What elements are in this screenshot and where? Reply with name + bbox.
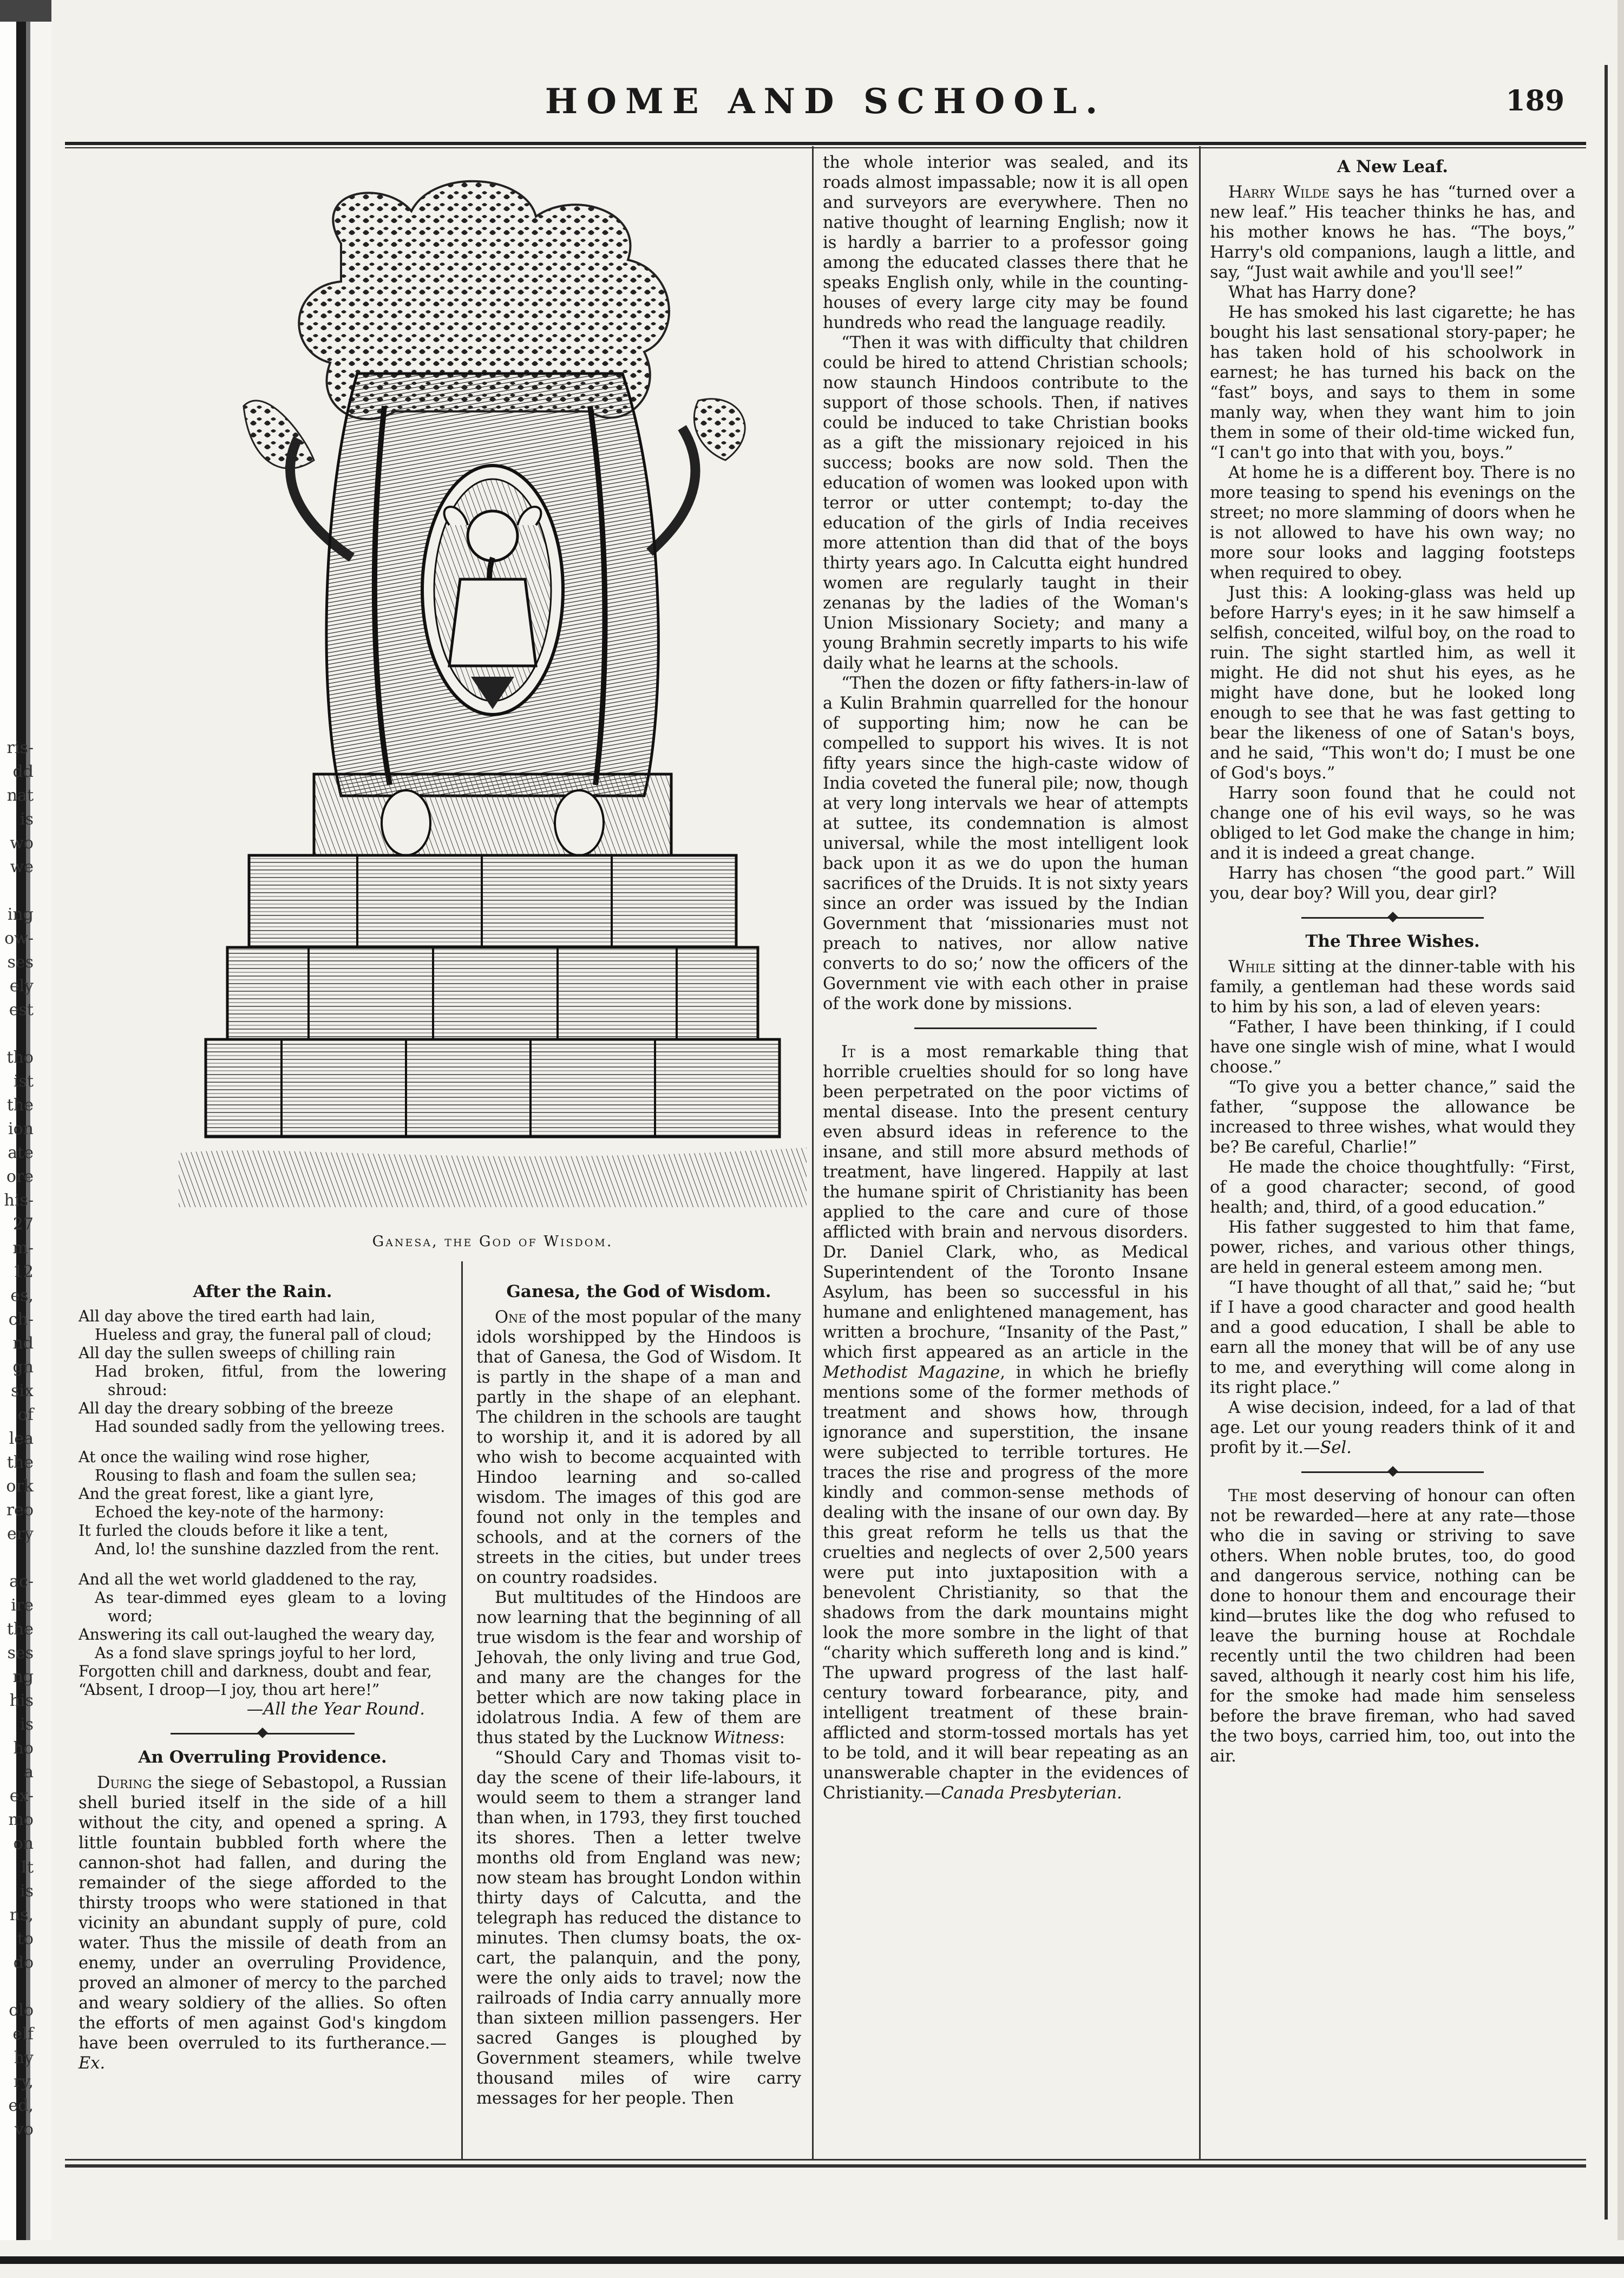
poem-line: Hueless and gray, the funeral pall of cloud; <box>95 1326 432 1344</box>
column-one <box>78 1278 447 2073</box>
bleed-fragment: of <box>17 1405 34 1424</box>
new-leaf-title: A New Leaf. <box>1337 157 1448 176</box>
section-divider <box>1210 909 1575 926</box>
bleed-fragment: nd <box>12 1334 34 1353</box>
new-leaf-p7: Harry has chosen “the good part.” Will you, dear boy? Will you, dear girl? <box>1210 864 1575 903</box>
poem-line: All day the dreary sobbing of the breeze <box>78 1399 394 1417</box>
bleed-fragment: nat <box>6 786 34 805</box>
previous-page-bleed <box>0 736 34 2139</box>
after-rain-source: —All the Year Round. <box>246 1700 425 1719</box>
bleed-fragment: ses <box>7 1644 34 1662</box>
right-border-rule <box>1605 65 1608 2220</box>
header-rule <box>65 142 1586 145</box>
bleed-fragment: ing <box>7 905 34 924</box>
new-leaf-p4: At home he is a different boy. There is no more teasing to spend his evenings on the street; no more slamming of doors when he is not allowed to have his own way; no more sour looks and lagging footsteps when required to obey. <box>1210 463 1575 582</box>
new-leaf-p1: Harry Wilde says he has “turned over a new leaf.” His teacher thinks he has, and his mother knows he has. “The boys,” Harry's old companions, laugh a little, and say, “Just wait awhile and you'll see!” <box>1210 183 1575 282</box>
bleed-fragment: six <box>11 1382 34 1400</box>
bleed-fragment: lea <box>9 1429 34 1448</box>
poem-line: And all the wet world gladdened to the ray, <box>78 1570 417 1588</box>
bleed-fragment: It <box>21 1858 34 1877</box>
column-three <box>823 153 1188 1803</box>
bleed-fragment: is <box>20 1715 34 1734</box>
bleed-fragment: ses <box>7 953 34 972</box>
bleed-fragment: ery <box>6 1524 34 1543</box>
three-wishes-p2: “Father, I have been thinking, if I could have one single wish of mine, what I would choose.” <box>1210 1018 1575 1077</box>
ganesa-title: Ganesa, the God of Wisdom. <box>506 1282 771 1301</box>
bleed-fragment: the <box>6 1453 34 1472</box>
three-wishes-p5: His father suggested to him that fame, power, riches, and various other things, are held in general esteem among men. <box>1210 1218 1575 1277</box>
ganesa-engraving <box>179 179 807 1223</box>
overruling-title: An Overruling Providence. <box>138 1747 387 1767</box>
bleed-fragment: ch- <box>8 1310 34 1329</box>
poem-line: Answering its call out-laughed the weary day, <box>78 1626 435 1644</box>
bleed-fragment: mo <box>8 1810 34 1829</box>
bleed-fragment: 27 <box>12 1215 34 1234</box>
bleed-fragment: his <box>9 1691 34 1710</box>
bleed-fragment: elf <box>12 2025 34 2044</box>
poem-line: At once the wailing wind rose higher, <box>78 1448 371 1466</box>
bleed-fragment <box>0 1975 34 1999</box>
bleed-fragment: to <box>17 1929 34 1948</box>
bleed-fragment: we <box>10 857 34 876</box>
stanza-break <box>78 1559 447 1570</box>
new-leaf-p6: Harry soon found that he could not change one of his evil ways, so he was obliged to let God make the change in him; and it is indeed a great change. <box>1210 784 1575 863</box>
bleed-fragment <box>0 879 34 903</box>
three-wishes-p6: “I have thought of all that,” said he; “but if I have a good character and good health and a good education, I shall be able to earn all the money that will be of any use to me, and everything will come along in its right place.” <box>1210 1278 1575 1397</box>
bleed-fragment: do <box>13 1953 34 1972</box>
overruling-body: During the siege of Sebastopol, a Russian shell buried itself in the side of a hill without the city, and opened a spring. A little fountain bubbled forth where the cannon-shot had fallen, and during the remainder of the siege afforded to the thirsty troops who were stationed in that vicinity an abundant supply of pure, cold water. Thus the missile of death from an enemy, under an overruling Providence, proved an almoner of mercy to the parched and weary soldiery of the allies. So often the efforts of men against God's kingdom have been overruled to its furtherance.—Ex. <box>78 1773 447 2073</box>
bleed-fragment: ho <box>13 1739 34 1758</box>
binding-shadow <box>0 0 51 22</box>
right-page-edge <box>1618 0 1624 2278</box>
poem-line: Forgotten chill and darkness, doubt and fear, <box>78 1662 432 1680</box>
bleed-fragment: wo <box>10 834 34 853</box>
bleed-fragment: ac- <box>9 1572 34 1591</box>
poem-line: Had broken, fitful, from the lowering shroud: <box>95 1363 447 1399</box>
header-title: HOME AND SCHOOL. <box>545 81 1106 122</box>
poem-line: Rousing to flash and foam the sullen sea; <box>95 1467 417 1484</box>
bleed-fragment: on <box>13 1834 34 1853</box>
column-four <box>1210 153 1575 1766</box>
ganesa-p1: One of the most popular of the many idols worshipped by the Hindoos is that of Ganesa, the God of Wisdom. It is partly in the shape of a man and partly in the shape of an elephant. The children in the schools are taught to worship it, and it is adored by all who wish to become acquainted with Hindoo learning and so-called wisdom. The images of this god are found not only in the temples and schools, and at the corners of the streets in the cities, but under trees on country roadsides. <box>476 1308 801 1587</box>
ganesa-p6: “Then the dozen or fifty fathers-in-law of a Kulin Brahmin quarrelled for the honour of supporting him; now he can be compelled to support his wives. It is not fifty years since the high-caste widow of India coveted the funeral pile; now, though at very long intervals we hear of attempts at suttee, its condemnation is almost universal, while the most intelligent look back upon it as we do upon the human sacrifices of the Druids. It is not sixty years since an order was issued by the Indian Government that ‘missionaries must not preach to natives, nor allow native converts to do so;’ now the officers of the Government vie with each other in praise of the work done by missions. <box>823 674 1188 1013</box>
bleed-fragment <box>0 1546 34 1570</box>
bleed-fragment: olo <box>9 2001 34 2020</box>
new-leaf-p2: What has Harry done? <box>1228 283 1417 302</box>
bleed-fragment: ry, <box>14 2072 34 2091</box>
poem-line: All day above the tired earth had lain, <box>78 1307 376 1325</box>
new-leaf-p3: He has smoked his last cigarette; he has bought his last sensational story-paper; he has taken hold of his schoolwork in earnest; he has turned his back on the “fast” boys, and says to them in some manly way, when they want him to join them in some of their old-time wicked fun, “I can't go into that with you, boys.” <box>1210 303 1575 462</box>
bleed-fragment: m- <box>12 1239 34 1258</box>
poem-line: And, lo! the sunshine dazzled from the rent. <box>95 1540 440 1558</box>
bleed-fragment: dd <box>12 762 34 781</box>
poem-line: And the great forest, like a giant lyre, <box>78 1485 375 1503</box>
poem-line: Had sounded sadly from the yellowing trees. <box>95 1418 446 1436</box>
column-rule <box>812 146 814 2160</box>
three-wishes-p3: “To give you a better chance,” said the father, “suppose the allowance be increased to three wishes, what would they be? Be careful, Charlie!” <box>1210 1078 1575 1157</box>
bleed-fragment: es, <box>10 1286 34 1305</box>
three-wishes-p7: A wise decision, indeed, for a lad of that age. Let our young readers think of it and profit by it.—Sel. <box>1210 1398 1575 1457</box>
bleed-fragment: tho <box>6 1048 34 1067</box>
bleed-fragment: the <box>6 1096 34 1115</box>
bleed-fragment: ng <box>12 1667 34 1686</box>
insane-body: It is a most remarkable thing that horrible cruelties should for so long have been perpetrated on the poor victims of mental disease. Into the present century even absurd ideas in reference to the insane, and still more absurd methods of treatment, have lingered. Happily at last the humane spirit of Christianity has been applied to the care and cure of those afflicted with brain and nervous disorders. Dr. Daniel Clark, who, as Medical Superintendent of the Toronto Insane Asylum, has been so successful in his humane and enlightened management, has written a brochure, “Insanity of the Past,” which first appeared as an article in the Methodist Magazine, in which he briefly mentions some of the former methods of treatment and shows how, through ignorance and superstition, the insane were subjected to terrible tortures. He traces the rise and progress of the more kindly and common-sense methods of dealing with the insane of our own day. By this great reform he tells us that the cruelties and neglects of over 2,500 years were put into juxtaposition with a benevolent Christianity, so that the shadows from the dark mountains might look the more sombre in the light of that “charity which suffereth long and is kind.” The upward progress of the last half-century toward forbearance, pity, and intelligent treatment of these brain-afflicted and storm-tossed mortals has yet to be told, and it will bear repeating as an unanswerable chapter in the evidences of Christianity.—Canada Presbyterian. <box>823 1043 1188 1803</box>
column-rule <box>1199 146 1201 2160</box>
column-two <box>476 1278 801 2109</box>
bleed-fragment: ex- <box>9 1786 34 1805</box>
bleed-fragment: is <box>20 810 34 829</box>
section-divider <box>1210 1463 1575 1481</box>
poem-line: “Absent, I droop—I joy, thou art here!” <box>78 1681 380 1699</box>
after-rain-poem <box>78 1307 447 1699</box>
bleed-fragment <box>0 1022 34 1046</box>
footer-rule-thick <box>65 2164 1586 2168</box>
bleed-fragment: ore <box>6 1167 34 1186</box>
section-divider <box>78 1725 447 1742</box>
section-divider <box>823 1019 1188 1037</box>
ganesa-p2: But multitudes of the Hindoos are now learning that the beginning of all true wisdom is the fear and worship of Jehovah, the only living and true God, and many are the changes for the better which are now taking place in idolatrous India. A few of them are thus stated by the Lucknow Witness: <box>476 1588 801 1747</box>
bleed-fragment: 12 <box>12 1262 34 1281</box>
bleed-fragment: the <box>6 1620 34 1639</box>
ganesa-p5: “Then it was with difficulty that children could be hired to attend Christian schools; now staunch Hindoos contribute to the support of those schools. Then, if natives could be induced to take Christian books as a gift the missionary rejoiced in his success; books are now sold. Then the education of women was looked upon with terror or utter contempt; to-day the education of the girls of India receives more attention than did that of the boys thirty years ago. In Calcutta eight hundred women are regularly taught in their zenanas by the ladies of the Woman's Union Missionary Society; and many a young Brahmin secretly imparts to his wife daily what he learns at the schools. <box>823 333 1188 673</box>
bleed-fragment: ns, <box>9 1906 34 1924</box>
page-number: 189 <box>1505 84 1564 117</box>
column-rule <box>461 1261 463 2160</box>
bleed-fragment: est <box>9 1000 34 1019</box>
bleed-fragment: ire <box>11 1596 34 1615</box>
three-wishes-p1: While sitting at the dinner-table with his family, a gentleman had these words said to him by his son, a lad of eleven years: <box>1210 958 1575 1017</box>
poem-line: As a fond slave springs joyful to her lord, <box>95 1644 417 1662</box>
bleed-fragment: ed, <box>8 2096 34 2115</box>
new-leaf-p5: Just this: A looking-glass was held up before Harry's eyes; in it he saw himself a selfish, conceited, wilful boy, on the road to ruin. The sight startled him, as well it might. He did not shut his eyes, as he might have done, but he looked long enough to see that he was fast getting to bear the likeness of one of Satan's boys, and he said, “This won't do; I must be one of God's boys.” <box>1210 584 1575 783</box>
poem-line: All day the sullen sweeps of chilling rain <box>78 1344 396 1362</box>
header-rule-thin <box>65 147 1586 148</box>
bleed-fragment: reo <box>6 1501 34 1520</box>
figure-caption: Ganesa, the God of Wisdom. <box>372 1233 613 1250</box>
scan-bottom-edge <box>0 2240 1624 2278</box>
running-header <box>65 76 1586 141</box>
ganesa-p4: the whole interior was sealed, and its roads almost impassable; now it is all open and surveyors are everywhere. Then no native thought of learning English; now it is hardly a barrier to a professor going among the educated classes there that he speaks English only, while in the counting-houses of every large city may be found hundreds who read the language readily. <box>823 153 1188 332</box>
stanza-break <box>78 1436 447 1448</box>
bleed-fragment: is <box>20 1882 34 1901</box>
bleed-fragment: ely <box>9 977 34 996</box>
poem-line: Echoed the key-note of the harmony: <box>95 1503 384 1521</box>
poem-line: As tear-dimmed eyes gleam to a loving word; <box>95 1589 447 1625</box>
after-rain-title: After the Rain. <box>193 1282 332 1301</box>
bleed-fragment: ion <box>8 1120 34 1138</box>
three-wishes-title: The Three Wishes. <box>1305 932 1480 951</box>
bleed-fragment: gn <box>12 1358 34 1377</box>
bleed-fragment: hy <box>14 2048 34 2067</box>
footer-rule <box>65 2159 1586 2161</box>
poem-line: It furled the clouds before it like a tent, <box>78 1522 389 1540</box>
bleed-fragment: ate <box>8 1143 34 1162</box>
bleed-fragment: his- <box>4 1191 34 1210</box>
bleed-fragment: ris- <box>6 738 34 757</box>
ganesa-p3: “Should Cary and Thomas visit to-day the scene of their life-labours, it would seem to them a stranger land than when, in 1793, they first touched its shores. Then a letter twelve months old from England was new; now steam has brought London within thirty days of Calcutta, and the telegraph has reduced the distance to minutes. Then clumsy boats, the ox-cart, the palanquin, and the pony, were the only aids to travel; now the railroads of India carry annually more than sixteen million passengers. Her sacred Ganges is ploughed by Government steamers, while twelve thousand miles of wire carry messages for her people. Then <box>476 1749 801 2108</box>
bleed-fragment: ow- <box>4 929 34 948</box>
bleed-fragment: ist <box>13 1072 34 1091</box>
bleed-fragment: ork <box>6 1477 34 1496</box>
honour-body: The most deserving of honour can often not be rewarded—here at any rate—those who die in saving or striving to save others. When noble brutes, too, do good and dangerous service, nothing can be done to honour them and encourage their kind—brutes like the dog who refused to leave the burning house at Rochdale recently until the two children had been saved, although it nearly cost him his life, for the smoke had made him senseless before the brave fireman, who had saved the two boys, carried him, too, out into the air. <box>1210 1487 1575 1766</box>
three-wishes-p4: He made the choice thoughtfully: “First, of a good character; second, of good health; and, third, of a good education.” <box>1210 1158 1575 1217</box>
bleed-fragment: a <box>24 1763 34 1782</box>
bleed-fragment: vo <box>14 2120 34 2139</box>
